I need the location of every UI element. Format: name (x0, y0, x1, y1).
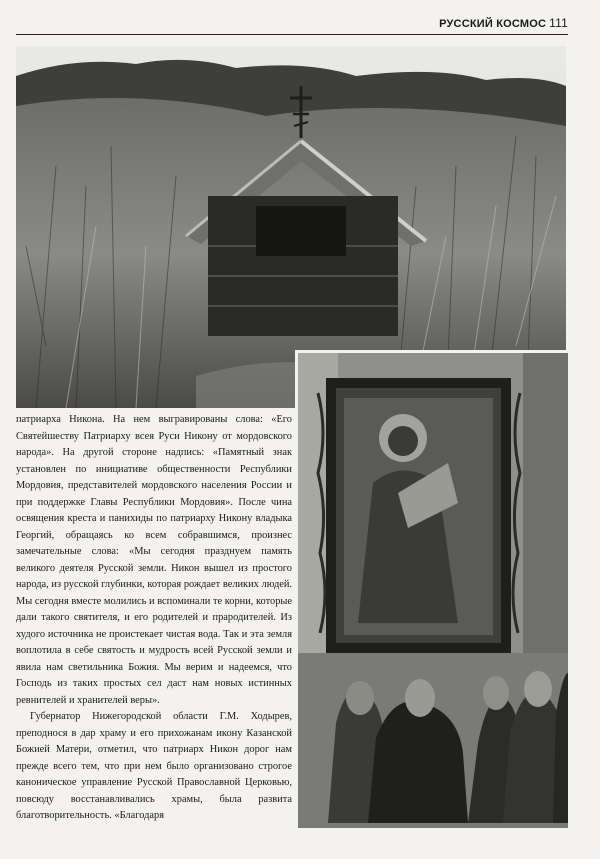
icon-interior-photo (295, 350, 568, 828)
section-title: РУССКИЙ КОСМОС (439, 18, 547, 30)
running-head (439, 16, 568, 30)
article-text (16, 412, 292, 825)
paragraph: Губернатор Нижегородской области Г.М. Ходырев, преподнося в дар храму и его прихожанам икону Казанской Божией Матери, отметил, что патриарх Никон дорог нам прежде всего тем, что при нем было организовано строгое каноническое управление Русской Православной Церковью, повсюду восстанавливались храмы, была развита благотворительность. «Благодаря (16, 711, 292, 821)
page-header (16, 14, 568, 35)
paragraph: патриарха Никона. На нем выгравированы слова: «Его Святейшеству Патриарху всея Руси Никону от мордовского народа». На другой стороне надпись: «Памятный знак установлен по инициативе общественности Республики Мордовия, представителей мордовского населения России и при поддержке Главы Республики Мордовия». После чина освящения креста и панихиды по патриарху Никону владыка Георгий, обращаясь ко всем собравшимся, произнес замечательные слова: «Мы сегодня празднуем память великого деятеля Русской земли. Никон вышел из простого народа, из русской глубинки, которая рождает великих людей. Мы сегодня вместе молились и вспоминали те корни, которые дали такого святителя, и его родителей и прародителей. Из худого источника не проистекает чистая вода. Так и эта земля воплотила в себе святость и мудрость всей Русской земли и явила нам светильника Божия. Мы верим и надеемся, что Господь из таких простых сел даст нам новых истинных ревнителей и хранителей веры». (16, 414, 292, 706)
page-number: 111 (549, 16, 568, 30)
